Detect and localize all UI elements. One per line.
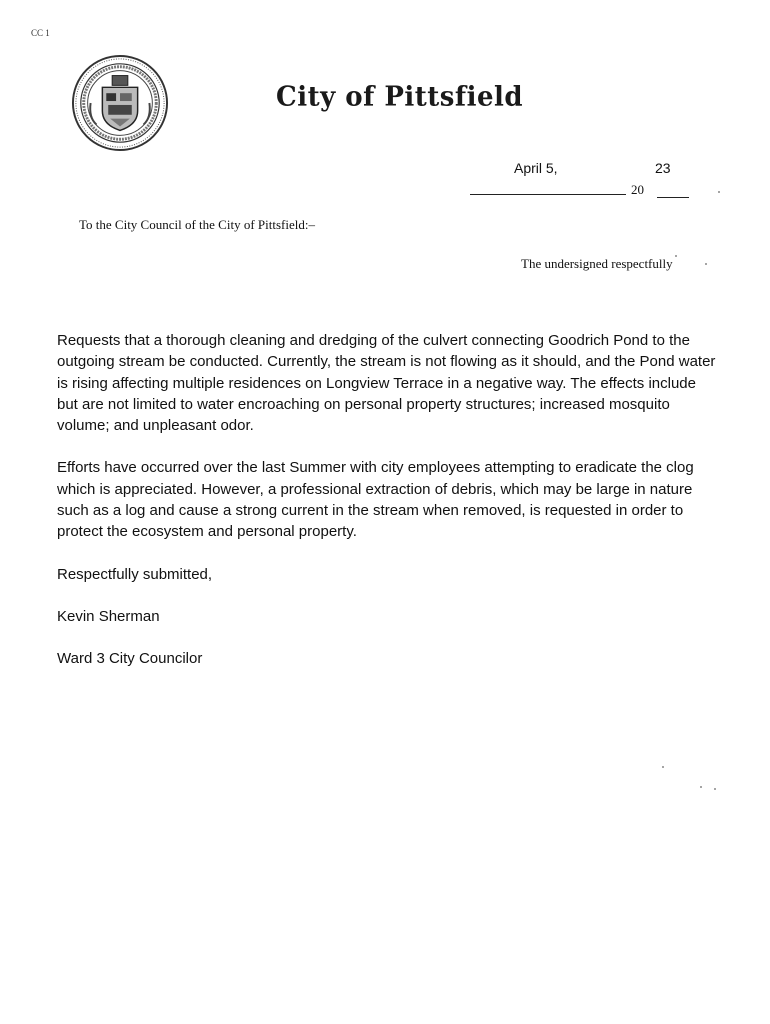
closing: Respectfully submitted,	[57, 565, 213, 583]
city-seal-icon	[71, 54, 169, 152]
date-century-prefix: 20	[631, 182, 644, 197]
paragraph-request: Requests that a thorough cleaning and dredging of the culvert connecting Goodrich Pond to the outgoing stream be conducted. Currently, the stream is not flowing as it should, and the Pond water is rising affecting multiple residences on Longview Terrace in a negative way. The effects include but are not limited to water encroaching on personal property structures; increased mosquito volume; and unpleasant odor.	[57, 332, 716, 435]
year-underline	[657, 197, 689, 198]
date-underline	[470, 194, 626, 195]
scan-speck	[714, 788, 716, 790]
paragraph-efforts: Efforts have occurred over the last Summer with city employees attempting to eradicate the clog which is appreciated. However, a professional extraction of debris, which may be large in nature such as a log and cause a strong current in the stream when removed, is requested in order to protect the ecosystem and personal property.	[57, 459, 694, 541]
scan-speck	[718, 191, 720, 193]
undersigned-line: The undersigned respectfully	[521, 256, 673, 271]
date-year-suffix: 23	[655, 160, 671, 176]
signature-title: Ward 3 City Councilor	[57, 650, 203, 668]
salutation: To the City Council of the City of Pittsfield:–	[79, 217, 315, 232]
scan-speck	[675, 255, 677, 257]
scan-speck	[662, 766, 664, 768]
city-title: City of Pittsfield	[276, 81, 524, 113]
scan-speck	[705, 263, 707, 265]
date-month-day: April 5,	[514, 160, 558, 176]
signature-name: Kevin Sherman	[57, 607, 160, 625]
scan-speck	[700, 786, 702, 788]
form-code: CC 1	[31, 28, 50, 38]
letter-body	[57, 330, 717, 691]
